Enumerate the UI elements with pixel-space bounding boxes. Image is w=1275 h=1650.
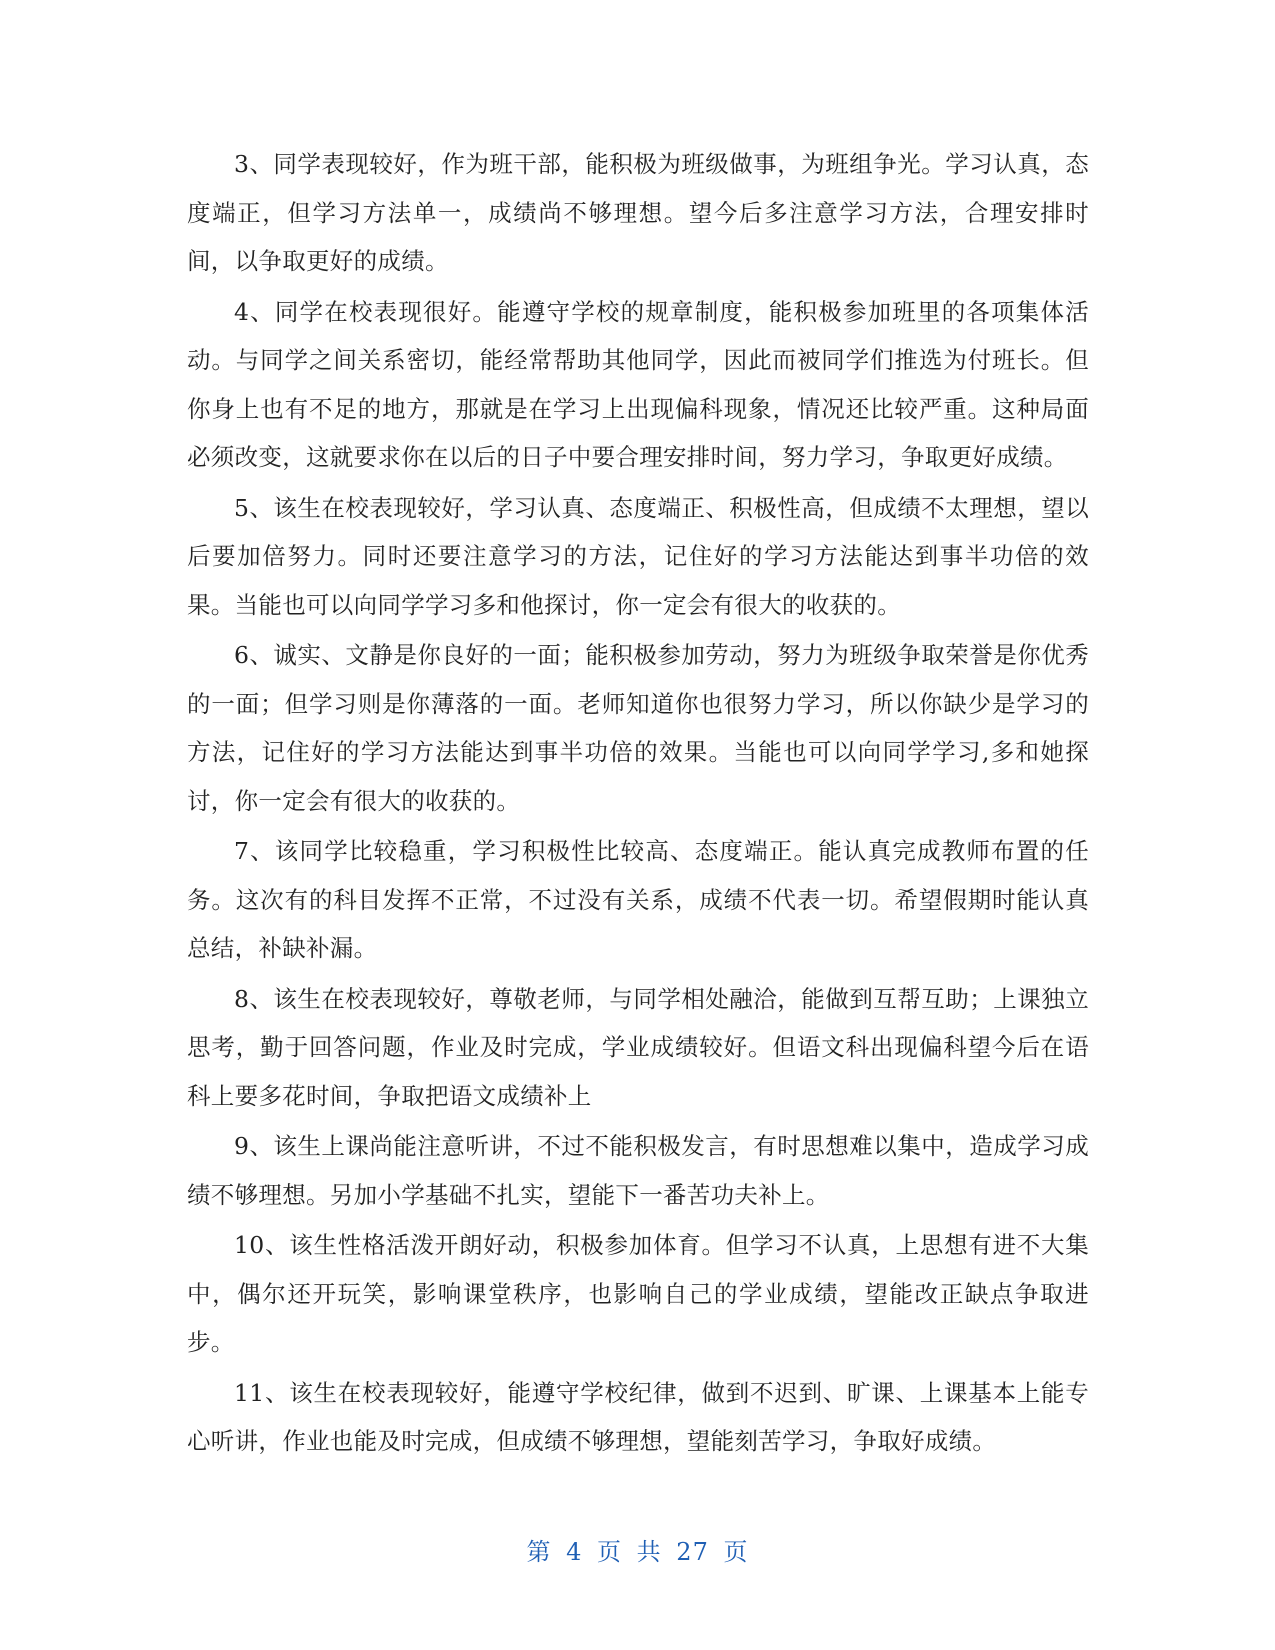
comment-paragraph-7: 7、该同学比较稳重，学习积极性比较高、态度端正。能认真完成教师布置的任务。这次有的科目发挥不正常，不过没有关系，成绩不代表一切。希望假期时能认真总结，补缺补漏。: [187, 837, 1089, 962]
document-body: [187, 140, 1089, 1468]
comment-paragraph-11: 11、该生在校表现较好，能遵守学校纪律，做到不迟到、旷课、上课基本上能专心听讲，作业也能及时完成，但成绩不够理想，望能刻苦学习，争取好成绩。: [187, 1378, 1089, 1455]
comment-paragraph-8: 8、该生在校表现较好，尊敬老师，与同学相处融洽，能做到互帮互助；上课独立思考，勤于回答问题，作业及时完成，学业成绩较好。但语文科出现偏科望今后在语科上要多花时间，争取把语文成绩补上: [187, 984, 1089, 1110]
comment-paragraph-5: 5、该生在校表现较好，学习认真、态度端正、积极性高，但成绩不太理想，望以后要加倍努力。同时还要注意学习的方法，记住好的学习方法能达到事半功倍的效果。当能也可以向同学学习多和他探讨，你一定会有很大的收获的。: [187, 493, 1089, 619]
comment-paragraph-3: 3、同学表现较好，作为班干部，能积极为班级做事，为班组争光。学习认真，态度端正，但学习方法单一，成绩尚不够理想。望今后多注意学习方法，合理安排时间，以争取更好的成绩。: [187, 150, 1089, 275]
page-number-footer: 第 4 页 共 27 页: [526, 1538, 749, 1566]
comment-paragraph-10: 10、该生性格活泼开朗好动，积极参加体育。但学习不认真，上思想有进不大集中，偶尔还开玩笑，影响课堂秩序，也影响自己的学业成绩，望能改正缺点争取进步。: [187, 1231, 1089, 1356]
comment-paragraph-4: 4、同学在校表现很好。能遵守学校的规章制度，能积极参加班里的各项集体活动。与同学之间关系密切，能经常帮助其他同学，因此而被同学们推选为付班长。但你身上也有不足的地方，那就是在学习上出现偏科现象，情况还比较严重。这种局面必须改变，这就要求你在以后的日子中要合理安排时间，努力学习，争取更好成绩。: [187, 297, 1089, 471]
comment-paragraph-6: 6、诚实、文静是你良好的一面；能积极参加劳动，努力为班级争取荣誉是你优秀的一面；但学习则是你薄落的一面。老师知道你也很努力学习，所以你缺少是学习的方法，记住好的学习方法能达到事半功倍的效果。当能也可以向同学学习,多和她探讨，你一定会有很大的收获的。: [187, 641, 1089, 815]
comment-paragraph-9: 9、该生上课尚能注意听讲，不过不能积极发言，有时思想难以集中，造成学习成绩不够理想。另加小学基础不扎实，望能下一番苦功夫补上。: [187, 1132, 1089, 1209]
